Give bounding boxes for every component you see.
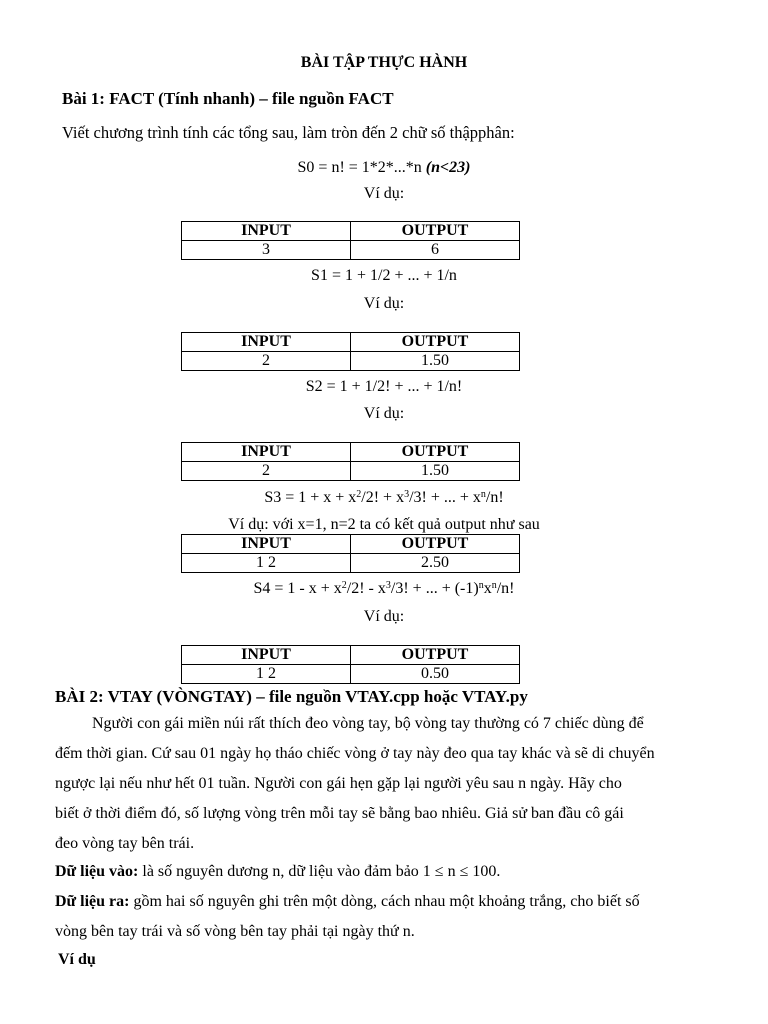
- bai2-paragraph-line: ngược lại nếu như hết 01 tuần. Người con gái hẹn gặp lại người yêu sau n ngày. Hãy cho: [55, 775, 622, 792]
- output-spec-continued: vòng bên tay trái và số vòng bên tay phải tại ngày thứ n.: [55, 923, 415, 940]
- s4-formula: [0, 581, 768, 597]
- input-header: INPUT: [182, 333, 351, 352]
- s3-part: /2! + x: [361, 489, 405, 506]
- output-cell: 0.50: [351, 665, 520, 684]
- s3-part: S3 = 1 + x + x: [264, 489, 357, 506]
- input-spec: [55, 864, 500, 880]
- input-header: INPUT: [182, 646, 351, 665]
- s4-part: /n!: [496, 580, 515, 597]
- s0-condition: (n<23): [425, 159, 471, 176]
- s4-exp: n: [478, 580, 484, 591]
- output-header: OUTPUT: [351, 646, 520, 665]
- s3-formula: [0, 490, 768, 506]
- bai2-paragraph-line: đếm thời gian. Cứ sau 01 ngày họ tháo chiếc vòng ở tay này đeo qua tay khác và sẽ di chuyển: [55, 745, 655, 762]
- bai2-paragraph-line: Người con gái miền núi rất thích đeo vòng tay, bộ vòng tay thường có 7 chiếc dùng để: [92, 715, 644, 732]
- output-cell: 6: [351, 241, 520, 260]
- io-table-s0: [181, 221, 520, 260]
- s4-exp: 2: [341, 580, 347, 591]
- example-label-s0: Ví dụ:: [363, 185, 405, 202]
- s3-exp: 2: [356, 489, 362, 500]
- input-header: INPUT: [182, 443, 351, 462]
- input-header: INPUT: [182, 535, 351, 554]
- bai1-heading: Bài 1: FACT (Tính nhanh) – file nguồn FACT: [62, 89, 394, 108]
- io-table-s4: [181, 645, 520, 684]
- s4-part: /2! - x: [346, 580, 386, 597]
- input-cell: 2: [182, 462, 351, 481]
- io-table-s1: [181, 332, 520, 371]
- output-header: OUTPUT: [351, 443, 520, 462]
- input-cell: 3: [182, 241, 351, 260]
- s4-exp: 3: [385, 580, 391, 591]
- s4-exp: n: [491, 580, 497, 591]
- output-cell: 1.50: [351, 462, 520, 481]
- example-label-s2: Ví dụ:: [363, 405, 405, 422]
- page-title: BÀI TẬP THỰC HÀNH: [300, 54, 468, 71]
- example-label-s1: Ví dụ:: [363, 295, 405, 312]
- input-header: INPUT: [182, 222, 351, 241]
- output-header: OUTPUT: [351, 535, 520, 554]
- bai2-paragraph-line: biết ở thời điểm đó, số lượng vòng trên mỗi tay sẽ bằng bao nhiêu. Giả sử ban đầu cô gái: [55, 805, 624, 822]
- s3-part: /n!: [485, 489, 504, 506]
- output-spec-label: Dữ liệu ra:: [55, 893, 130, 910]
- example-label-s3: Ví dụ: với x=1, n=2 ta có kết quả output như sau: [228, 516, 540, 533]
- bai1-intro: Viết chương trình tính các tổng sau, làm tròn đến 2 chữ số thậpphân:: [62, 123, 515, 142]
- bai2-paragraph-line: đeo vòng tay bên trái.: [55, 835, 195, 852]
- input-cell: 1 2: [182, 554, 351, 573]
- output-spec: [55, 894, 640, 910]
- input-cell: 2: [182, 352, 351, 371]
- s3-exp: 3: [404, 489, 410, 500]
- output-header: OUTPUT: [351, 333, 520, 352]
- input-spec-label: Dữ liệu vào:: [55, 863, 139, 880]
- s0-formula: [0, 160, 768, 176]
- bai2-heading: BÀI 2: VTAY (VÒNGTAY) – file nguồn VTAY.cpp hoặc VTAY.py: [55, 687, 528, 706]
- s3-part: /3! + ... + x: [409, 489, 481, 506]
- io-table-s3: [181, 534, 520, 573]
- s3-exp: n: [480, 489, 486, 500]
- input-spec-text: là số nguyên dương n, dữ liệu vào đảm bảo 1 ≤ n ≤ 100.: [138, 863, 501, 880]
- s4-part: S4 = 1 - x + x: [253, 580, 342, 597]
- s0-formula-text: S0 = n! = 1*2*...*n: [297, 159, 426, 176]
- bai2-example-heading: Ví dụ: [58, 951, 96, 968]
- output-spec-text: gồm hai số nguyên ghi trên một dòng, cách nhau một khoảng trắng, cho biết số: [129, 893, 640, 910]
- output-header: OUTPUT: [351, 222, 520, 241]
- s4-part: x: [483, 580, 492, 597]
- example-label-s4: Ví dụ:: [363, 608, 405, 625]
- s4-part: /3! + ... + (-1): [390, 580, 479, 597]
- io-table-s2: [181, 442, 520, 481]
- input-cell: 1 2: [182, 665, 351, 684]
- s2-formula: S2 = 1 + 1/2! + ... + 1/n!: [305, 378, 463, 395]
- output-cell: 1.50: [351, 352, 520, 371]
- output-cell: 2.50: [351, 554, 520, 573]
- s1-formula: S1 = 1 + 1/2 + ... + 1/n: [311, 267, 457, 284]
